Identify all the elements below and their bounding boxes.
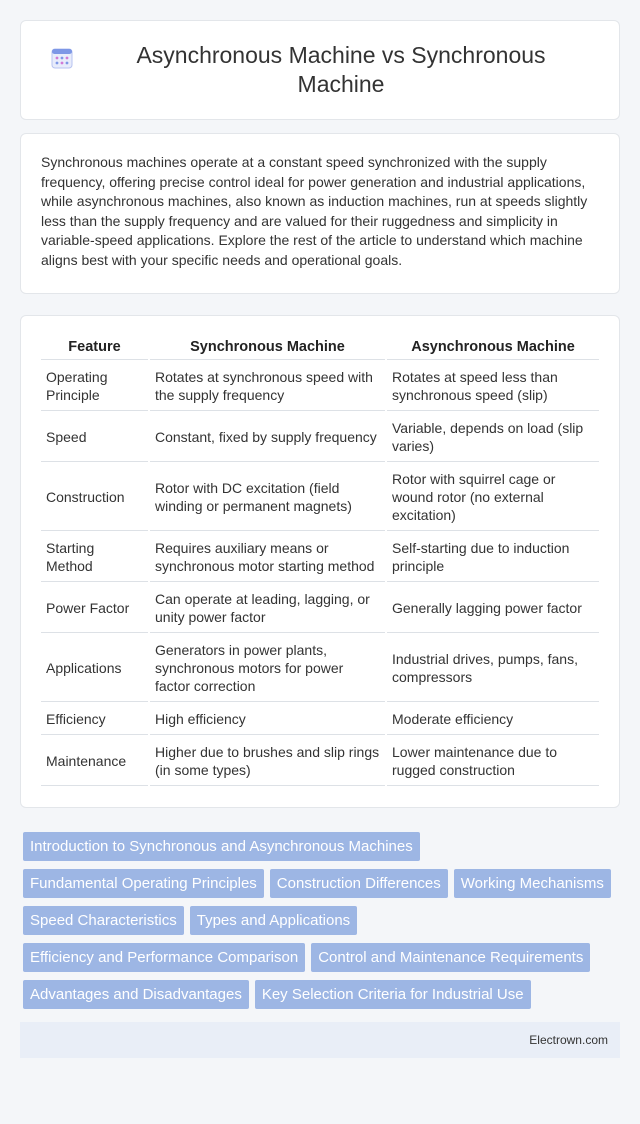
footer <box>20 1022 620 1058</box>
asynchronous-cell: Rotor with squirrel cage or wound rotor (no external excitation) <box>387 464 599 531</box>
table-header-row <box>41 336 599 360</box>
topic-link[interactable]: Introduction to Synchronous and Asynchronous Machines <box>23 832 420 861</box>
topic-link[interactable]: Control and Maintenance Requirements <box>311 943 590 972</box>
table-row <box>41 413 599 462</box>
topic-link[interactable]: Key Selection Criteria for Industrial Use <box>255 980 531 1009</box>
title-card <box>20 20 620 120</box>
asynchronous-cell: Self-starting due to induction principle <box>387 533 599 582</box>
calendar-grid-icon <box>51 47 73 69</box>
intro-card <box>20 133 620 294</box>
table-row <box>41 704 599 735</box>
table-row <box>41 464 599 531</box>
header-feature: Feature <box>41 336 148 360</box>
feature-cell: Starting Method <box>41 533 148 582</box>
table-row <box>41 533 599 582</box>
topic-link[interactable]: Fundamental Operating Principles <box>23 869 264 898</box>
synchronous-cell: Can operate at leading, lagging, or unity power factor <box>150 584 385 633</box>
topic-link[interactable]: Speed Characteristics <box>23 906 184 935</box>
feature-cell: Speed <box>41 413 148 462</box>
synchronous-cell: Requires auxiliary means or synchronous motor starting method <box>150 533 385 582</box>
asynchronous-cell: Moderate efficiency <box>387 704 599 735</box>
topic-link[interactable]: Construction Differences <box>270 869 448 898</box>
table-row <box>41 737 599 786</box>
topic-link[interactable]: Types and Applications <box>190 906 357 935</box>
intro-paragraph: Synchronous machines operate at a constant speed synchronized with the supply frequency, offering precise control ideal for power generation and industrial applications, while asynchronous machines, also known as induction machines, run at speeds slightly less than the supply frequency and are valued for their ruggedness and simplicity in variable-speed applications. Explore the rest of the article to understand which machine aligns best with your specific needs and operational goals. <box>41 154 588 268</box>
header-asynchronous: Asynchronous Machine <box>387 336 599 360</box>
asynchronous-cell: Lower maintenance due to rugged construction <box>387 737 599 786</box>
topic-link[interactable]: Working Mechanisms <box>454 869 611 898</box>
synchronous-cell: Rotor with DC excitation (field winding or permanent magnets) <box>150 464 385 531</box>
topic-link[interactable]: Efficiency and Performance Comparison <box>23 943 305 972</box>
feature-cell: Operating Principle <box>41 362 148 411</box>
topic-link[interactable]: Advantages and Disadvantages <box>23 980 249 1009</box>
synchronous-cell: High efficiency <box>150 704 385 735</box>
synchronous-cell: Constant, fixed by supply frequency <box>150 413 385 462</box>
feature-cell: Construction <box>41 464 148 531</box>
comparison-table-card <box>20 315 620 808</box>
asynchronous-cell: Variable, depends on load (slip varies) <box>387 413 599 462</box>
asynchronous-cell: Industrial drives, pumps, fans, compressors <box>387 635 599 702</box>
synchronous-cell: Rotates at synchronous speed with the supply frequency <box>150 362 385 411</box>
comparison-table <box>39 334 601 788</box>
feature-cell: Efficiency <box>41 704 148 735</box>
feature-cell: Maintenance <box>41 737 148 786</box>
title-wrap <box>51 41 589 99</box>
header-synchronous: Synchronous Machine <box>150 336 385 360</box>
asynchronous-cell: Generally lagging power factor <box>387 584 599 633</box>
feature-cell: Power Factor <box>41 584 148 633</box>
footer-brand[interactable]: Electrown.com <box>529 1032 608 1047</box>
table-row <box>41 584 599 633</box>
synchronous-cell: Generators in power plants, synchronous motors for power factor correction <box>150 635 385 702</box>
topic-links <box>20 832 620 1009</box>
page-title: Asynchronous Machine vs Synchronous Machine <box>136 42 546 97</box>
asynchronous-cell: Rotates at speed less than synchronous speed (slip) <box>387 362 599 411</box>
table-row <box>41 635 599 702</box>
synchronous-cell: Higher due to brushes and slip rings (in some types) <box>150 737 385 786</box>
table-row <box>41 362 599 411</box>
feature-cell: Applications <box>41 635 148 702</box>
